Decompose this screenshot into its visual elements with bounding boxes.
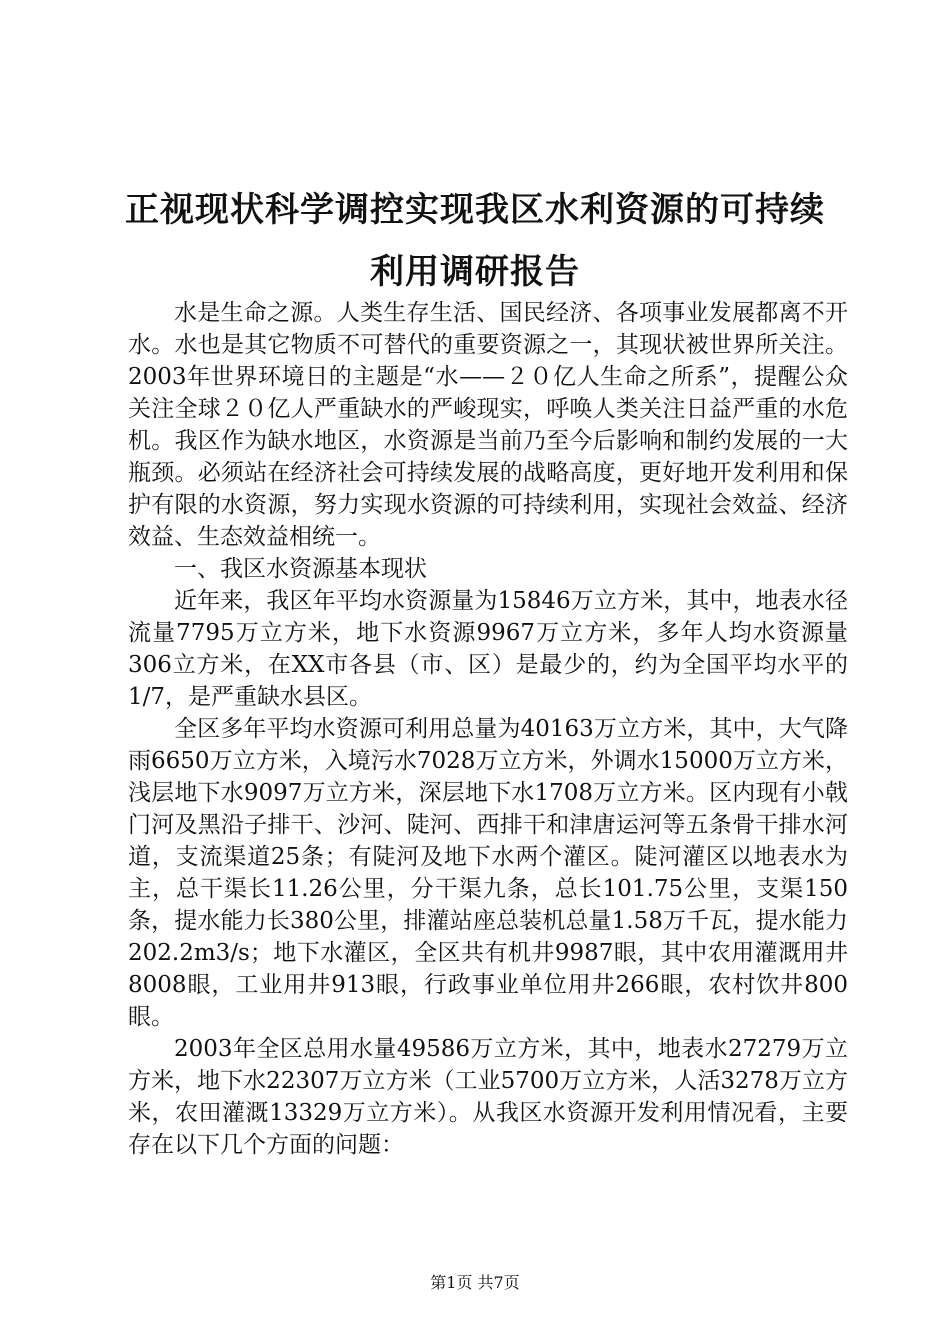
paragraph-intro: 水是生命之源。人类生存生活、国民经济、各项事业发展都离不开水。水也是其它物质不可替代的重要资源之一，其现状被世界所关注。2003年世界环境日的主题是“水——２０亿人生命之所系”，提醒公众关注全球２０亿人严重缺水的严峻现实，呼唤人类关注日益严重的水危机。我区作为缺水地区，水资源是当前乃至今后影响和制约发展的一大瓶颈。必须站在经济社会可持续发展的战略高度，更好地开发利用和保护有限的水资源，努力实现水资源的可持续利用，实现社会效益、经济效益、生态效益相统一。 <box>128 300 848 550</box>
document-body <box>128 297 848 1161</box>
document-title-line-1: 正视现状科学调控实现我区水利资源的可持续 <box>125 190 825 230</box>
paragraph-available-resources: 全区多年平均水资源可利用总量为40163万立方米，其中，大气降雨6650万立方米，入境污水7028万立方米，外调水15000万立方米，浅层地下水9097万立方米，深层地下水1708万立方米。区内现有小戟门河及黑沿子排干、沙河、陡河、西排干和津唐运河等五条骨干排水河道，支流渠道25条；有陡河及地下水两个灌区。陡河灌区以地表水为主，总干渠长11.26公里，分干渠九条，总长101.75公里，支渠150条，提水能力长380公里，排灌站座总装机总量1.58万千瓦，提水能力202.2m3/s；地下水灌区，全区共有机井9987眼，其中农用灌溉用井8008眼，工业用井913眼，行政事业单位用井266眼，农村饮井800眼。 <box>128 716 848 1030</box>
paragraph-water-resources: 近年来，我区年平均水资源量为15846万立方米，其中，地表水径流量7795万立方米，地下水资源9967万立方米，多年人均水资源量306立方米，在XX市各县（市、区）是最少的，约为全国平均水平的1/7，是严重缺水县区。 <box>128 588 848 710</box>
document-title-line-2: 利用调研报告 <box>370 252 580 292</box>
page-footer: 第1页 共7页 <box>430 1273 520 1292</box>
section-heading: 一、我区水资源基本现状 <box>174 556 427 582</box>
paragraph-water-usage: 2003年全区总用水量49586万立方米，其中，地表水27279万立方米，地下水22307万立方米（工业5700万立方米，人活3278万立方米，农田灌溉13329万立方米）。从我区水资源开发利用情况看，主要存在以下几个方面的问题： <box>128 1036 848 1158</box>
